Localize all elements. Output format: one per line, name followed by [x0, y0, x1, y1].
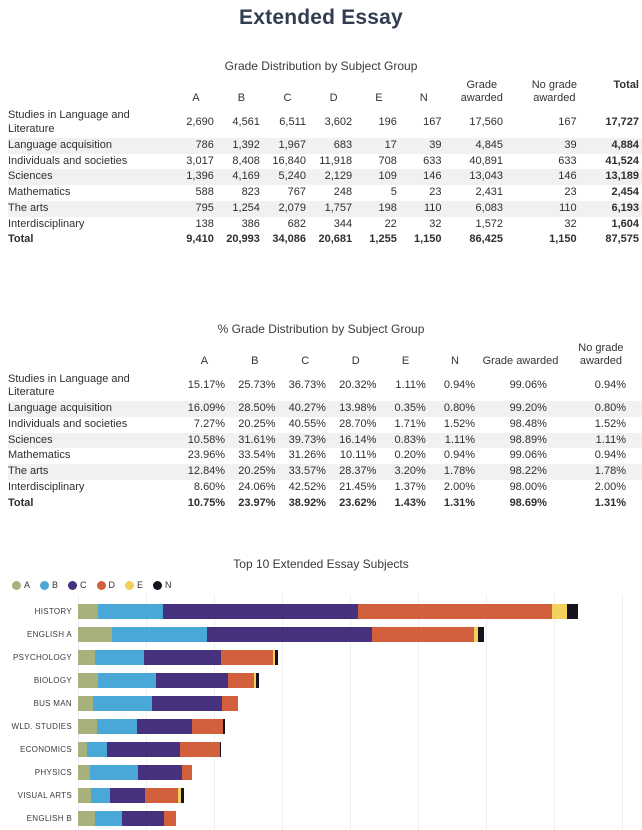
legend-dot-c-icon — [68, 581, 77, 590]
col-header: A — [192, 92, 200, 105]
row-label: Individuals and societies — [8, 417, 128, 430]
cell: 248 — [333, 186, 353, 199]
cell: 1.52% — [594, 417, 626, 430]
bar-segment-b — [95, 650, 144, 665]
bar-row — [0, 623, 642, 646]
cell: 109 — [378, 170, 397, 183]
col-header: Grade awarded — [482, 355, 559, 368]
cell: 28.50% — [238, 402, 276, 414]
row-label: Studies in Language and Literature — [8, 109, 130, 136]
cell: 146 — [558, 170, 577, 183]
col-header: C — [301, 355, 310, 368]
legend-item-a — [12, 580, 30, 590]
bar-row — [0, 646, 642, 669]
col-header: A — [200, 355, 209, 368]
cell: 1,150 — [413, 233, 442, 246]
cell: 20.25% — [238, 417, 276, 430]
cell: 39 — [429, 138, 442, 151]
cell: 32 — [429, 217, 442, 230]
table-row — [8, 217, 642, 233]
cell: 99.06% — [509, 379, 547, 392]
row-label: Mathematics — [8, 186, 71, 199]
cell: 138 — [195, 217, 214, 230]
bar-segment-b — [90, 765, 138, 780]
cell: 167 — [423, 116, 442, 129]
cell: 110 — [559, 201, 577, 214]
bar-segment-d — [358, 604, 552, 619]
bar-segment-b — [98, 604, 163, 619]
bar-segment-c — [207, 627, 372, 642]
cell: 25.73% — [238, 379, 276, 392]
cell: 23.97% — [238, 496, 276, 509]
bar-category-label: HISTORY — [34, 607, 72, 617]
cell: 6,193 — [611, 201, 639, 214]
cell: 13,043 — [469, 170, 504, 183]
pct-table-title: % Grade Distribution by Subject Group — [217, 322, 425, 337]
table-row — [8, 169, 642, 185]
bar-row — [0, 600, 642, 623]
bar-segment-a — [78, 627, 112, 642]
legend-dot-d-icon — [97, 581, 106, 590]
bar-segment-n — [220, 742, 221, 757]
table-row — [8, 232, 642, 248]
cell: 24.06% — [238, 480, 276, 493]
cell: 0.80% — [443, 402, 476, 414]
table-row — [8, 372, 642, 402]
bar-segment-n — [256, 673, 259, 688]
table-row — [8, 108, 642, 138]
row-label: The arts — [8, 201, 49, 214]
bar-segment-a — [78, 788, 91, 803]
page-title: Extended Essay — [239, 6, 403, 29]
cell: 20.32% — [339, 379, 377, 392]
bar-segment-b — [98, 673, 156, 688]
cell: 13.98% — [339, 402, 377, 414]
legend-dot-a-icon — [12, 581, 21, 590]
table-row — [8, 480, 642, 496]
cell: 1.78% — [594, 465, 626, 477]
col-header: D — [329, 92, 338, 105]
col-header: E — [375, 92, 383, 105]
bar-segment-b — [95, 811, 122, 826]
cell: 13,189 — [605, 170, 639, 183]
cell: 1.11% — [444, 433, 476, 446]
cell: 0.35% — [394, 402, 426, 414]
bar-category-label: PSYCHOLOGY — [12, 653, 72, 663]
cell: 0.94% — [443, 449, 476, 462]
legend-item-e — [125, 580, 143, 590]
legend-label: N — [165, 580, 172, 591]
legend-dot-e-icon — [125, 581, 134, 590]
bar-track — [78, 696, 642, 711]
cell: 1.43% — [394, 496, 426, 509]
cell: 588 — [195, 186, 214, 199]
bar-segment-n — [275, 650, 278, 665]
legend-label: C — [80, 580, 87, 591]
bar-track — [78, 650, 642, 665]
bar-track — [78, 719, 642, 734]
cell: 98.69% — [509, 496, 547, 509]
cell: 23.62% — [339, 496, 377, 509]
cell: 7.27% — [193, 417, 226, 430]
table-row — [8, 401, 642, 417]
cell: 20,993 — [226, 233, 260, 246]
cell: 98.89% — [509, 433, 547, 446]
row-label: Language acquisition — [8, 402, 112, 414]
bar-segment-a — [78, 673, 98, 688]
bar-category-label: PHYSICS — [34, 768, 72, 778]
table-row — [8, 433, 642, 449]
col-header — [8, 79, 175, 108]
bar-segment-a — [78, 811, 95, 826]
cell: 823 — [241, 186, 260, 199]
bar-segment-b — [93, 696, 152, 711]
cell: 167 — [558, 116, 577, 129]
legend-item-d — [97, 580, 116, 590]
bar-segment-c — [144, 650, 221, 665]
bar-segment-c — [156, 673, 228, 688]
cell: 40.55% — [288, 417, 326, 430]
bar-segment-c — [137, 719, 192, 734]
cell: 0.94% — [443, 379, 476, 392]
cell: 1,392 — [232, 138, 260, 151]
table-row — [8, 138, 642, 154]
cell: 1,396 — [186, 170, 214, 183]
table-row — [8, 201, 642, 217]
chart-title: Top 10 Extended Essay Subjects — [233, 557, 409, 572]
cell: 16.09% — [187, 402, 226, 414]
cell: 3,017 — [186, 154, 214, 167]
row-label: Language acquisition — [8, 138, 112, 151]
cell: 99.20% — [509, 402, 547, 414]
cell: 1,604 — [611, 217, 639, 230]
cell: 1,254 — [232, 201, 260, 214]
pct-table-header-row — [8, 342, 642, 371]
bar-track — [78, 673, 642, 688]
bar-segment-n — [478, 627, 484, 642]
cell: 2,454 — [611, 186, 639, 199]
bar-row — [0, 807, 642, 830]
col-header: Grade awarded — [460, 79, 503, 105]
bar-segment-n — [181, 788, 184, 803]
bar-row — [0, 784, 642, 807]
col-header: B — [251, 355, 259, 368]
cell: 40.27% — [288, 402, 326, 414]
bar-row — [0, 761, 642, 784]
cell: 34,086 — [272, 233, 307, 246]
pct-grade-distribution-table — [8, 342, 642, 511]
bar-segment-d — [192, 719, 223, 734]
cell: 1.31% — [594, 496, 626, 509]
cell: 1.31% — [443, 496, 476, 509]
cell: 5 — [390, 186, 397, 199]
table-row — [8, 448, 642, 464]
cell: 17 — [384, 138, 397, 151]
table-row — [8, 185, 642, 201]
bar-segment-d — [180, 742, 220, 757]
chart-plot-area — [0, 600, 642, 830]
legend-label: A — [24, 580, 31, 591]
bar-category-label: BIOLOGY — [33, 676, 72, 686]
table-row — [8, 496, 642, 512]
bar-segment-c — [122, 811, 164, 826]
cell: 17,560 — [469, 116, 504, 129]
row-label: Studies in Language and Literature — [8, 372, 130, 399]
cell: 386 — [241, 217, 260, 230]
cell: 633 — [558, 154, 577, 167]
cell: 1.78% — [443, 465, 476, 477]
cell: 8,408 — [232, 154, 260, 167]
table-row — [8, 417, 642, 433]
row-label: Total — [8, 233, 34, 246]
cell: 99.06% — [509, 449, 547, 462]
cell: 10.58% — [187, 433, 226, 446]
bar-track — [78, 627, 642, 642]
cell: 4,884 — [611, 138, 639, 151]
cell: 795 — [195, 201, 214, 214]
bar-segment-a — [78, 742, 87, 757]
cell: 1,150 — [549, 233, 577, 246]
cell: 17,727 — [605, 116, 639, 129]
bar-category-label: ENGLISH B — [26, 814, 72, 824]
cell: 2.00% — [443, 480, 476, 493]
col-header: No grade awarded — [531, 79, 577, 105]
grade-distribution-table — [8, 79, 642, 248]
cell: 8.60% — [193, 480, 226, 493]
bar-segment-d — [372, 627, 474, 642]
legend-item-c — [68, 580, 87, 590]
cell: 33.57% — [288, 465, 326, 477]
cell: 146 — [423, 170, 442, 183]
bar-track — [78, 811, 642, 826]
row-label: Interdisciplinary — [8, 480, 85, 493]
col-header: N — [450, 355, 459, 368]
bar-track — [78, 788, 642, 803]
cell: 3.20% — [394, 465, 426, 477]
col-header: No grade awarded — [578, 342, 624, 368]
cell: 767 — [287, 186, 307, 199]
bar-segment-d — [182, 765, 192, 780]
cell: 98.22% — [509, 465, 547, 477]
cell: 32 — [564, 217, 577, 230]
cell: 1.52% — [443, 417, 476, 430]
cell: 42.52% — [288, 480, 326, 493]
row-label: The arts — [8, 465, 49, 477]
bar-row — [0, 715, 642, 738]
cell: 1,757 — [324, 201, 353, 214]
legend-dot-n-icon — [153, 581, 162, 590]
bar-segment-c — [152, 696, 222, 711]
bar-segment-c — [110, 788, 145, 803]
col-header — [8, 342, 181, 371]
cell: 98.48% — [509, 417, 547, 430]
cell: 682 — [287, 217, 307, 230]
bar-segment-b — [87, 742, 107, 757]
bar-row — [0, 738, 642, 761]
bar-segment-d — [222, 696, 238, 711]
cell: 12.84% — [187, 465, 226, 477]
grade-table-header-row — [8, 79, 642, 108]
cell: 1,572 — [475, 217, 504, 230]
cell: 2,079 — [278, 201, 307, 214]
cell: 1.37% — [394, 480, 426, 493]
col-header: D — [351, 355, 360, 368]
bar-track — [78, 742, 642, 757]
cell: 4,561 — [232, 116, 260, 129]
chart-legend — [12, 580, 642, 590]
cell: 16.14% — [339, 433, 377, 446]
cell: 23 — [564, 186, 577, 199]
bar-category-label: VISUAL ARTS — [17, 791, 72, 801]
cell: 1,967 — [278, 138, 307, 151]
cell: 0.20% — [394, 449, 426, 462]
bar-segment-n — [567, 604, 578, 619]
bar-segment-c — [163, 604, 358, 619]
cell: 23 — [429, 186, 442, 199]
legend-label: B — [52, 580, 59, 591]
bar-segment-b — [112, 627, 207, 642]
cell: 11,918 — [319, 154, 353, 167]
col-header: C — [283, 92, 292, 105]
cell: 98.00% — [509, 480, 547, 493]
cell: 0.80% — [594, 402, 626, 414]
row-label: Individuals and societies — [8, 154, 128, 167]
cell: 39.73% — [288, 433, 326, 446]
cell: 87,575 — [605, 233, 639, 246]
bar-segment-d — [228, 673, 254, 688]
cell: 39 — [564, 138, 577, 151]
row-label: Sciences — [8, 170, 53, 183]
row-label: Sciences — [8, 433, 53, 446]
cell: 2,431 — [475, 186, 504, 199]
bar-segment-a — [78, 604, 98, 619]
cell: 2,129 — [324, 170, 353, 183]
table-row — [8, 154, 642, 170]
cell: 41,524 — [605, 154, 639, 167]
cell: 4,845 — [475, 138, 504, 151]
cell: 1,255 — [369, 233, 397, 246]
cell: 10.11% — [339, 449, 377, 462]
cell: 36.73% — [288, 379, 326, 392]
top-subjects-chart — [0, 557, 642, 830]
bar-category-label: BUS MAN — [33, 699, 72, 709]
cell: 110 — [423, 201, 442, 214]
cell: 6,511 — [279, 116, 307, 129]
cell: 196 — [378, 116, 397, 129]
cell: 6,083 — [475, 201, 504, 214]
bar-segment-b — [97, 719, 137, 734]
bar-segment-e — [552, 604, 567, 619]
bar-segment-c — [138, 765, 182, 780]
cell: 1.11% — [595, 433, 626, 446]
bar-segment-b — [91, 788, 110, 803]
cell: 10.75% — [187, 496, 226, 509]
cell: 633 — [423, 154, 442, 167]
cell: 33.54% — [238, 449, 276, 462]
col-header: B — [237, 92, 246, 105]
cell: 0.94% — [594, 449, 626, 462]
cell: 708 — [378, 154, 397, 167]
row-label: Total — [8, 496, 34, 509]
cell: 0.94% — [594, 379, 626, 392]
bar-segment-d — [164, 811, 176, 826]
bar-track — [78, 604, 642, 619]
table-row — [8, 464, 642, 480]
bar-segment-a — [78, 696, 93, 711]
cell: 21.45% — [339, 480, 377, 493]
bar-segment-a — [78, 765, 90, 780]
col-header: Total — [613, 79, 639, 91]
cell: 20.25% — [238, 465, 276, 477]
bar-track — [78, 765, 642, 780]
cell: 3,602 — [324, 116, 353, 129]
cell: 198 — [378, 201, 397, 214]
cell: 1.71% — [394, 417, 426, 430]
col-header: N — [419, 92, 428, 105]
legend-item-n — [153, 580, 172, 590]
bar-category-label: ENGLISH A — [27, 630, 72, 640]
cell: 22 — [384, 217, 397, 230]
cell: 16,840 — [272, 154, 307, 167]
bar-category-label: WLD. STUDIES — [11, 722, 72, 732]
row-label: Mathematics — [8, 449, 71, 462]
cell: 4,169 — [232, 170, 260, 183]
cell: 2.00% — [594, 480, 626, 493]
cell: 28.37% — [339, 465, 377, 477]
bar-segment-d — [221, 650, 273, 665]
bar-row — [0, 692, 642, 715]
cell: 15.17% — [187, 379, 226, 392]
grade-table-title: Grade Distribution by Subject Group — [224, 59, 418, 73]
cell: 23.96% — [187, 449, 226, 462]
legend-item-b — [40, 580, 58, 590]
cell: 31.26% — [288, 449, 326, 462]
bar-segment-c — [107, 742, 180, 757]
bar-segment-a — [78, 650, 95, 665]
col-header: E — [401, 355, 410, 368]
cell: 20,681 — [318, 233, 353, 246]
cell: 40,891 — [469, 154, 504, 167]
bar-category-label: ECONOMICS — [19, 745, 72, 755]
cell: 0.83% — [394, 433, 426, 446]
cell: 683 — [333, 138, 353, 151]
row-label: Interdisciplinary — [8, 217, 85, 230]
cell: 86,425 — [469, 233, 504, 246]
bar-segment-a — [78, 719, 97, 734]
legend-label: D — [108, 580, 116, 591]
cell: 38.92% — [288, 496, 326, 509]
cell: 1.11% — [395, 379, 426, 392]
cell: 28.70% — [339, 417, 377, 430]
cell: 2,690 — [186, 116, 214, 129]
cell: 9,410 — [186, 233, 214, 246]
cell: 31.61% — [238, 433, 276, 446]
bar-row — [0, 669, 642, 692]
cell: 786 — [195, 138, 214, 151]
legend-label: E — [137, 580, 144, 591]
bar-segment-d — [145, 788, 178, 803]
legend-dot-b-icon — [40, 581, 49, 590]
cell: 5,240 — [278, 170, 307, 183]
bar-segment-n — [223, 719, 225, 734]
cell: 344 — [333, 217, 353, 230]
